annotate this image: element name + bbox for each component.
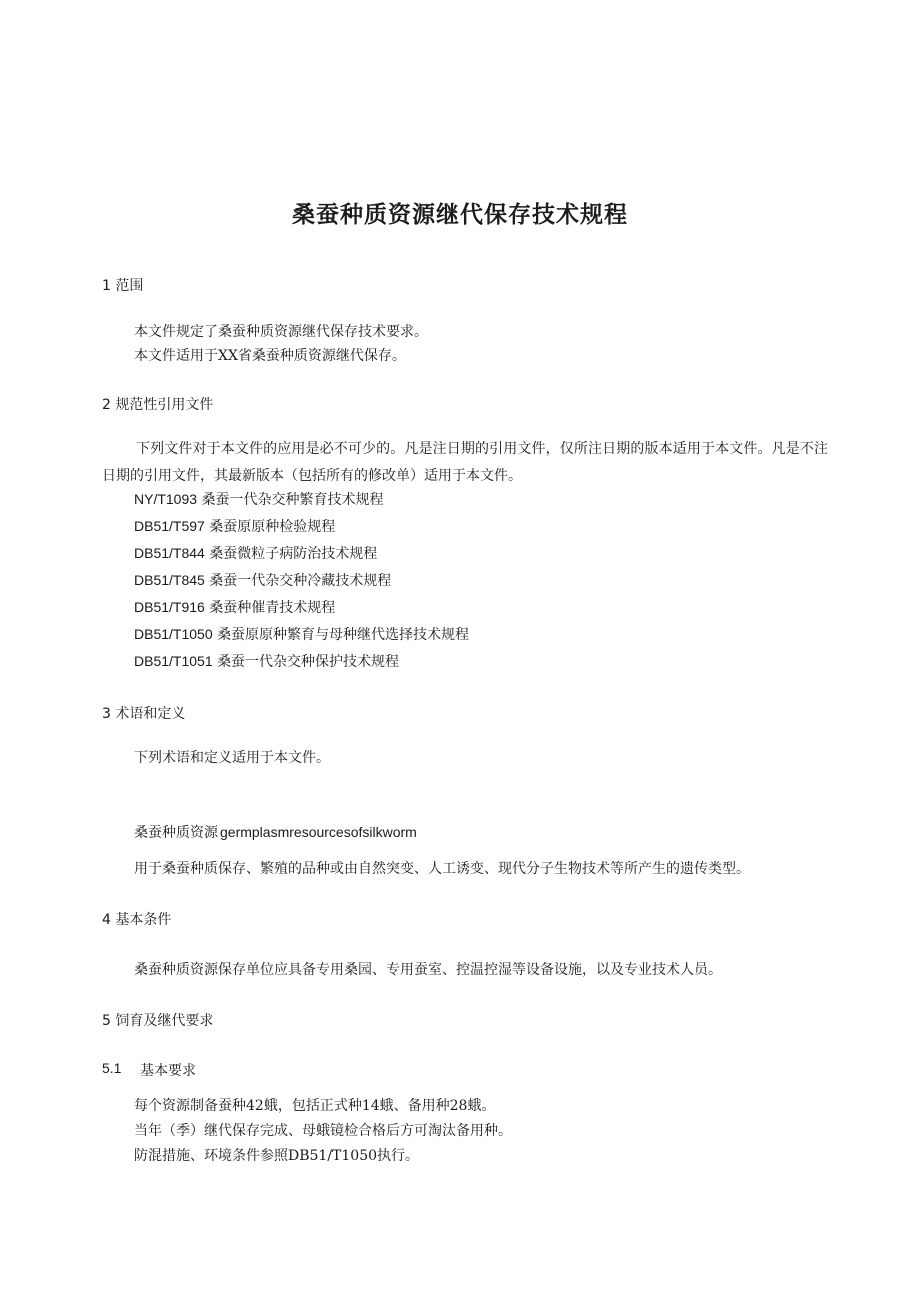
reference-code: DB51/T845 [134, 572, 205, 588]
section-5-heading: 5 饲育及继代要求 [102, 1013, 214, 1029]
reference-item [134, 570, 391, 591]
subsection-title: 基本要求 [140, 1063, 196, 1079]
reference-item [134, 651, 399, 672]
reference-name: 桑蚕微粒子病防治技术规程 [209, 546, 378, 562]
reference-item [134, 516, 335, 537]
reference-name: 桑蚕一代杂交种保护技术规程 [217, 654, 400, 670]
document-title: 桑蚕种质资源继代保存技术规程 [292, 202, 628, 228]
reference-code: DB51/T844 [134, 545, 205, 561]
term-english: germplasmresourcesofsilkworm [220, 824, 417, 840]
reference-name: 桑蚕原原种检验规程 [209, 519, 336, 535]
section-4-paragraph: 桑蚕种质资源保存单位应具备专用桑园、专用蚕室、控温控湿等设备设施，以及专业技术人员。 [134, 962, 722, 978]
reference-name: 桑蚕原原种繁育与母种继代选择技术规程 [217, 627, 470, 643]
reference-name: 桑蚕一代杂交种繁育技术规程 [201, 492, 384, 508]
section-3-intro: 下列术语和定义适用于本文件。 [134, 750, 330, 766]
reference-item [134, 597, 335, 618]
reference-code: DB51/T597 [134, 518, 205, 534]
term-chinese: 桑蚕种质资源 [134, 825, 218, 841]
reference-name: 桑蚕一代杂交种冷藏技术规程 [209, 573, 392, 589]
reference-code: NY/T1093 [134, 491, 198, 507]
section-5-paragraph-1: 每个资源制备蚕种42蛾，包括正式种14蛾、备用种28蛾。 [134, 1098, 496, 1114]
reference-code: DB51/T916 [134, 599, 205, 615]
section-5-paragraph-3: 防混措施、环境条件参照DB51/T1050执行。 [134, 1148, 420, 1164]
section-1-heading: 1 范围 [102, 278, 144, 294]
section-1-paragraph-1: 本文件规定了桑蚕种质资源继代保存技术要求。 [134, 324, 428, 340]
section-2-heading: 2 规范性引用文件 [102, 397, 214, 413]
section-1-paragraph-2: 本文件适用于XX省桑蚕种质资源继代保存。 [134, 348, 406, 364]
section-2-intro: 下列文件对于本文件的应用是必不可少的。凡是注日期的引用文件，仅所注日期的版本适用于本文件。凡是不注日期的引用文件，其最新版本（包括所有的修改单）适用于本文件。 [102, 441, 828, 484]
reference-name: 桑蚕种催青技术规程 [209, 600, 336, 616]
reference-item [134, 543, 377, 564]
section-3-heading: 3 术语和定义 [102, 706, 186, 722]
term-entry [134, 822, 417, 843]
reference-item [134, 624, 469, 645]
reference-item [134, 489, 384, 510]
section-5-paragraph-2: 当年（季）继代保存完成、母蛾镜检合格后方可淘汰备用种。 [134, 1123, 512, 1139]
subsection-number: 5.1 [102, 1060, 122, 1076]
reference-code: DB51/T1051 [134, 653, 213, 669]
term-definition: 用于桑蚕种质保存、繁殖的品种或由自然突变、人工诱变、现代分子生物技术等所产生的遗传类型。 [134, 861, 750, 877]
reference-code: DB51/T1050 [134, 626, 213, 642]
section-4-heading: 4 基本条件 [102, 912, 172, 928]
